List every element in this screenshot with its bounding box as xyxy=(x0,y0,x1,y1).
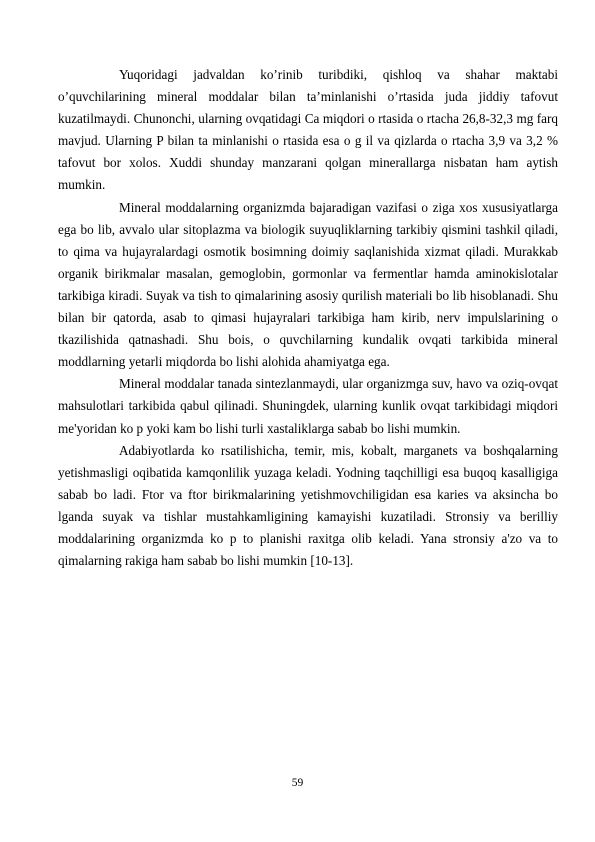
paragraph-4: Adabiyotlarda ko rsatilishicha, temir, mis, kobalt, marganets va boshqalarning yetishmasligi oqibatida kamqonlilik yuzaga keladi. Yodning taqchilligi esa buqoq kasalligiga sabab bo ladi. Ftor va ftor birikmalarining yetishmovchiligidan esa karies va aksincha bo lganda suyak va tishlar mustahkamligining kamayishi kuzatiladi. Stronsiy va berilliy moddalarining organizmda ko p to planishi raxitga olib keladi. Yana stronsiy a'zo va to qimalarning rakiga ham sabab bo lishi mumkin [10-13]. xyxy=(58,442,558,569)
paragraph-1: Yuqoridagi jadvaldan ko’rinib turibdiki, qishloq va shahar maktabi o’quvchilarining mineral moddalar bilan ta’minlanishi o’rtasida juda jiddiy tafovut kuzatilmaydi. Chunonchi, ularning ovqatidagi Ca miqdori o rtasida o rtacha 26,8-32,3 mg farq mavjud. Ularning P bilan ta minlanishi o rtasida esa o g il va qizlarda o rtacha 3,9 va 3,2 % tafovut bor xolos. Xuddi shunday manzarani qolgan minerallarga nisbatan ham aytish mumkin. xyxy=(58,67,558,193)
document-body xyxy=(58,64,558,572)
page-number: 59 xyxy=(291,777,304,789)
paragraph-3: Mineral moddalar tanada sintezlanmaydi, ular organizmga suv, havo va oziq-ovqat mahsulotlari tarkibida qabul qilinadi. Shuningdek, ularning kunlik ovqat tarkibidagi miqdori me'yoridan ko p yoki kam bo lishi turli xastaliklarga sabab bo lishi mumkin. xyxy=(58,376,558,436)
paragraph-2: Mineral moddalarning organizmda bajaradigan vazifasi o ziga xos xususiyatlarga ega bo lib, avvalo ular sitoplazma va biologik suyuqliklarning tarkibiy qismini tashkil qiladi, to qima va hujayralardagi osmotik bosimning doimiy saqlanishida xizmat qiladi. Murakkab organik birikmalar masalan, gemoglobin, gormonlar va fermentlar hamda aminokislotalar tarkibiga kiradi. Suyak va tish to qimalarining asosiy qurilish materiali bo lib hisoblanadi. Shu bilan bir qatorda, asab to qimasi hujayralari tarkibiga ham kirib, nerv impulslarining o tkazilishida qatnashadi. Shu bois, o quvchilarning kundalik ovqati tarkibida mineral moddlarning yetarli miqdorda bo lishi alohida ahamiyatga ega. xyxy=(58,199,558,370)
